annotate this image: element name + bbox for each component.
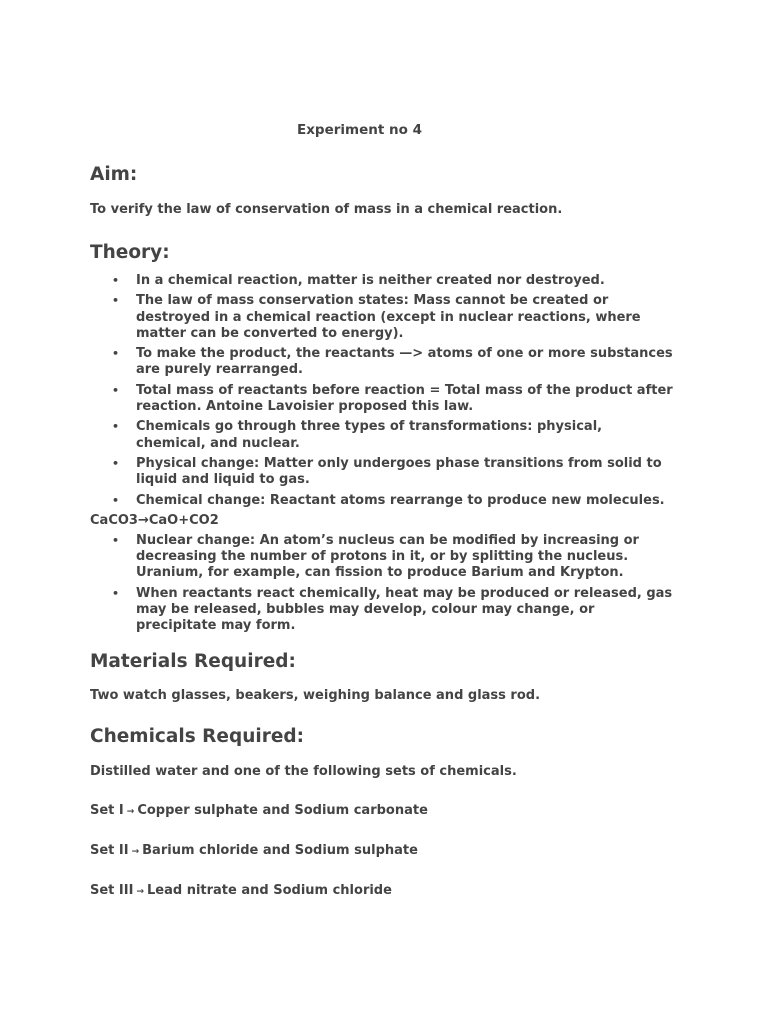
bullet-icon: • bbox=[112, 456, 120, 470]
chemical-set-line bbox=[90, 883, 690, 900]
list-item-text: To make the product, the reactants —> atoms of one or more substances are purely rearranged. bbox=[136, 346, 673, 378]
list-item-text: Total mass of reactants before reaction = Total mass of the product after reaction. Antoine Lavoisier proposed this law. bbox=[136, 382, 673, 415]
list-item-text: Chemical change: Reactant atoms rearrange to produce new molecules. bbox=[136, 492, 665, 508]
materials-text: Two watch glasses, beakers, weighing balance and glass rod. bbox=[90, 687, 541, 703]
arrow-right-icon: → bbox=[131, 846, 140, 857]
aim-heading: Aim: bbox=[90, 164, 138, 185]
document-body bbox=[90, 164, 690, 900]
arrow-right-icon: → bbox=[136, 886, 144, 897]
list-item bbox=[90, 419, 676, 452]
set-chemicals: Lead nitrate and Sodium chloride bbox=[146, 882, 392, 898]
chemical-set-line bbox=[90, 843, 690, 860]
chemicals-text: Distilled water and one of the following sets of chemicals. bbox=[90, 763, 517, 779]
list-item-text: Nuclear change: An atom’s nucleus can be modified by increasing or decreasing the number of protons in it, or by splitting the nucleus. Uranium, for example, can fission to produce Barium and Krypton. bbox=[136, 532, 639, 581]
bullet-icon: • bbox=[112, 294, 120, 308]
set-label: Set III bbox=[90, 882, 134, 898]
list-item bbox=[90, 586, 676, 635]
chemicals-heading: Chemicals Required: bbox=[90, 725, 305, 747]
bullet-icon: • bbox=[112, 274, 120, 287]
list-item bbox=[90, 533, 676, 582]
set-label: Set I bbox=[90, 802, 124, 818]
bullet-icon: • bbox=[112, 533, 120, 547]
bullet-icon: • bbox=[112, 493, 120, 507]
list-item-text: Chemicals go through three types of transformations: physical, chemical, and nuclear. bbox=[136, 419, 603, 451]
list-item bbox=[90, 346, 676, 379]
bullet-icon: • bbox=[112, 383, 120, 397]
set-chemicals: Barium chloride and Sodium sulphate bbox=[142, 842, 418, 858]
aim-text: To verify the law of conservation of mass in a chemical reaction. bbox=[90, 202, 563, 217]
list-item bbox=[90, 273, 676, 289]
chemical-equation: CaCO3→CaO+CO2 bbox=[90, 512, 219, 528]
list-item bbox=[90, 293, 676, 342]
bullet-icon: • bbox=[112, 420, 120, 434]
list-item bbox=[90, 383, 676, 416]
list-item-text: The law of mass conservation states: Mass cannot be created or destroyed in a chemical reaction (except in nuclear reactions, where matter can be converted to energy). bbox=[136, 293, 641, 341]
bullet-icon: • bbox=[112, 347, 120, 361]
materials-heading: Materials Required: bbox=[90, 650, 296, 672]
set-label: Set II bbox=[90, 842, 129, 858]
theory-heading: Theory: bbox=[90, 242, 170, 263]
list-item bbox=[90, 456, 676, 489]
list-item-text: Physical change: Matter only undergoes phase transitions from solid to liquid and liquid to gas. bbox=[136, 455, 662, 488]
list-item bbox=[90, 493, 676, 509]
theory-list bbox=[90, 273, 690, 509]
chemical-set-line bbox=[90, 803, 690, 820]
bullet-icon: • bbox=[112, 586, 120, 600]
list-item-text: When reactants react chemically, heat may be produced or released, gas may be released, bubbles may develop, colour may change, or precipitate may form. bbox=[136, 585, 673, 634]
arrow-right-icon: → bbox=[126, 806, 135, 817]
page-title: Experiment no 4 bbox=[297, 122, 423, 138]
set-chemicals: Copper sulphate and Sodium carbonate bbox=[137, 802, 428, 818]
theory-list-continued bbox=[90, 533, 690, 635]
list-item-text: In a chemical reaction, matter is neither created nor destroyed. bbox=[136, 273, 605, 288]
chemical-sets bbox=[90, 803, 690, 900]
